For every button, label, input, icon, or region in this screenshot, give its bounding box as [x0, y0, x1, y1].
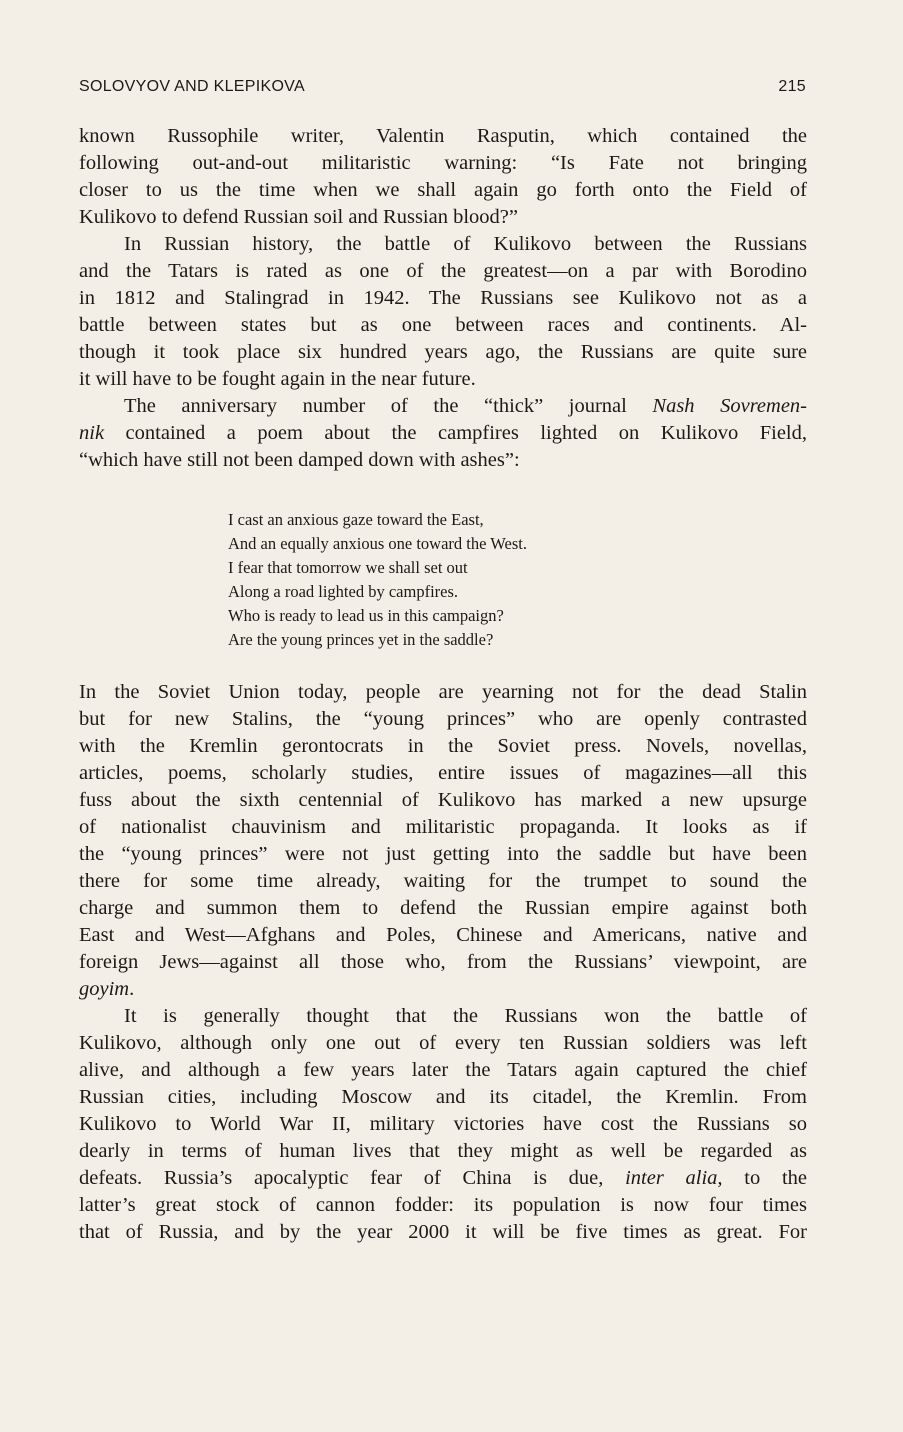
verse-line: I fear that tomorrow we shall set out [228, 558, 468, 577]
running-title: SOLOVYOV AND KLEPIKOVA [79, 78, 305, 95]
verse-line: Are the young princes yet in the saddle? [228, 630, 494, 649]
text-run: The anniversary number of the “thick” journal [124, 395, 653, 417]
text-line: in 1812 and Stalingrad in 1942. The Russians see Kulikovo not as a [79, 287, 807, 309]
text-run: defeats. Russia’s apocalyptic fear of China is due, [79, 1167, 626, 1189]
text-line: Kulikovo, although only one out of every ten Russian soldiers was left [79, 1032, 807, 1054]
text-line: East and West—Afghans and Poles, Chinese and Americans, native and [79, 924, 807, 946]
text-line: that of Russia, and by the year 2000 it will be five times as great. For [79, 1221, 807, 1243]
text-line: but for new Stalins, the “young princes” who are openly contrasted [79, 708, 807, 730]
text-line: alive, and although a few years later the Tatars again captured the chief [79, 1059, 807, 1081]
text-line: the “young princes” were not just getting into the saddle but have been [79, 843, 807, 865]
text-line: with the Kremlin gerontocrats in the Soviet press. Novels, novellas, [79, 735, 807, 757]
text-line [79, 393, 807, 420]
text-line [79, 420, 807, 447]
text-run: . [129, 978, 135, 1000]
text-line: In Russian history, the battle of Kulikovo between the Russians [124, 233, 807, 255]
text-line: foreign Jews—against all those who, from the Russians’ viewpoint, are [79, 951, 807, 973]
text-line: closer to us the time when we shall again go forth onto the Field of [79, 179, 807, 201]
journal-title-italic: Nash Sovremen- [652, 395, 807, 417]
text-run: to the [722, 1167, 808, 1189]
text-line: Kulikovo to defend Russian soil and Russian blood?” [79, 206, 518, 228]
text-line: of nationalist chauvinism and militaristic propaganda. It looks as if [79, 816, 807, 838]
verse-line: Along a road lighted by campfires. [228, 582, 459, 601]
text-line: Russian cities, including Moscow and its citadel, the Kremlin. From [79, 1086, 807, 1108]
text-line: articles, poems, scholarly studies, entire issues of magazines—all this [79, 762, 807, 784]
text-line: and the Tatars is rated as one of the greatest—on a par with Borodino [79, 260, 807, 282]
text-line: In the Soviet Union today, people are yearning not for the dead Stalin [79, 681, 807, 703]
text-line: latter’s great stock of cannon fodder: its population is now four times [79, 1194, 807, 1216]
text-line: though it took place six hundred years ago, the Russians are quite sure [79, 341, 807, 363]
text-line: “which have still not been damped down with ashes”: [79, 449, 520, 471]
text-line: Kulikovo to World War II, military victories have cost the Russians so [79, 1113, 807, 1135]
text-line [79, 1165, 807, 1192]
text-run: contained a poem about the campfires lighted on Kulikovo Field, [104, 422, 807, 444]
text-line: there for some time already, waiting for the trumpet to sound the [79, 870, 807, 892]
text-line: it will have to be fought again in the near future. [79, 368, 476, 390]
journal-title-italic: nik [79, 422, 105, 444]
text-line: It is generally thought that the Russians won the battle of [124, 1005, 807, 1027]
text-line: charge and summon them to defend the Russian empire against both [79, 897, 807, 919]
verse-line: Who is ready to lead us in this campaign? [228, 606, 504, 625]
italic-term: inter alia, [625, 1167, 723, 1189]
verse-line: I cast an anxious gaze toward the East, [228, 510, 484, 529]
page-number: 215 [778, 78, 806, 95]
text-line: following out-and-out militaristic warning: “Is Fate not bringing [79, 152, 807, 174]
text-line [79, 976, 807, 1003]
text-line: known Russophile writer, Valentin Rasputin, which contained the [79, 125, 807, 147]
italic-term: goyim [79, 978, 130, 1000]
text-line: dearly in terms of human lives that they might as well be regarded as [79, 1140, 807, 1162]
text-line: battle between states but as one between races and continents. Al- [79, 314, 807, 336]
verse-line: And an equally anxious one toward the West. [228, 534, 527, 553]
text-line: fuss about the sixth centennial of Kulikovo has marked a new upsurge [79, 789, 807, 811]
